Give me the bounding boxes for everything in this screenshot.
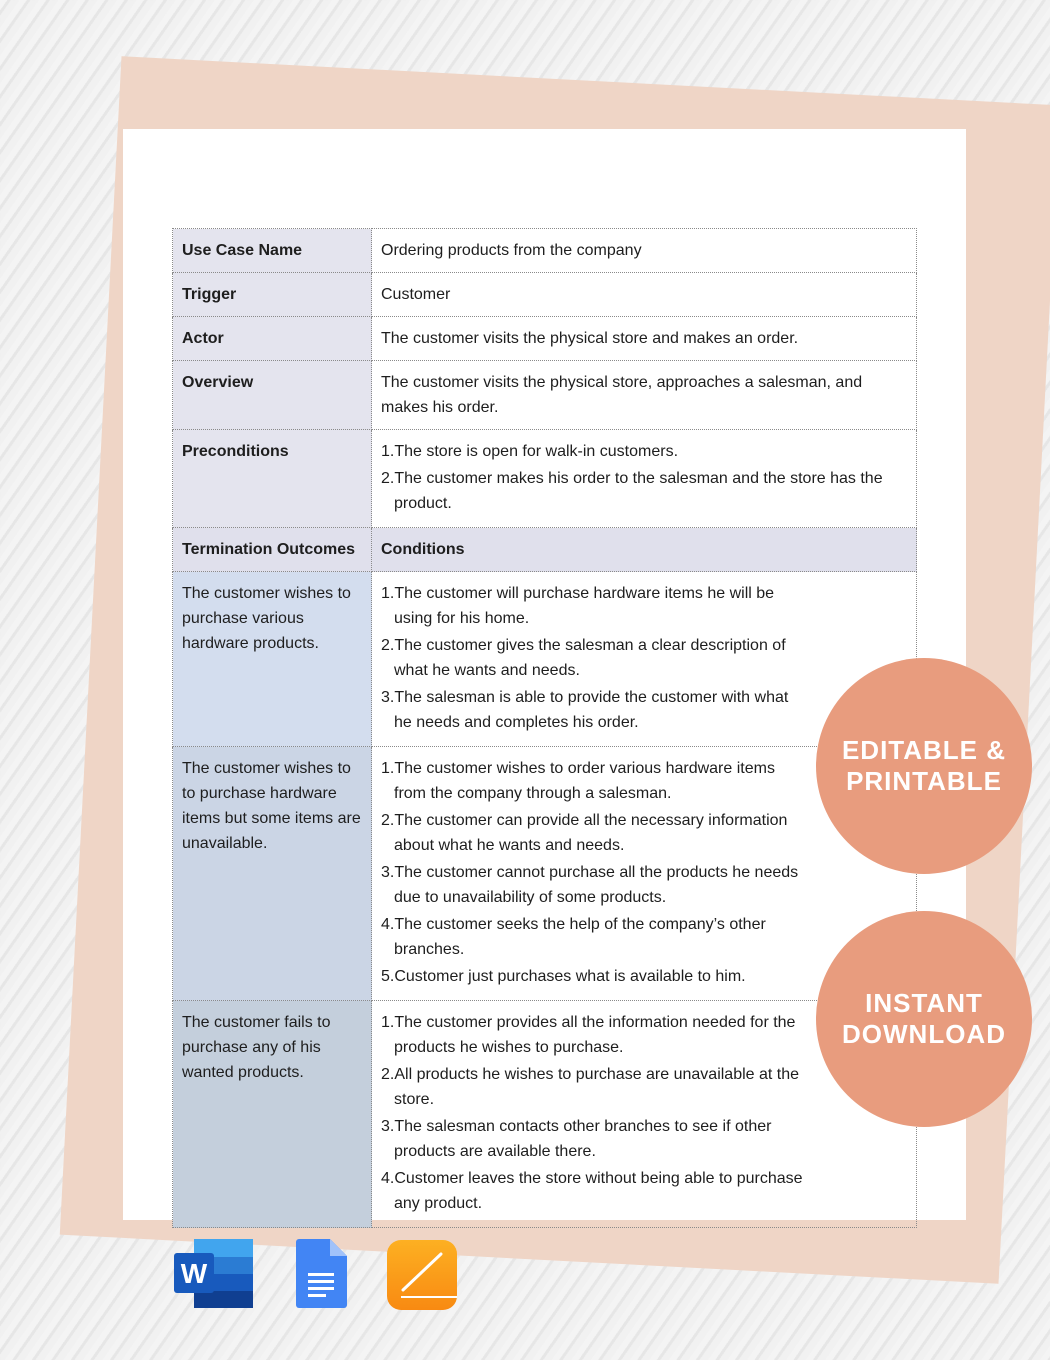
table-row — [173, 747, 917, 1001]
list-item: 3.The salesman is able to provide the customer with what he needs and completes his order. — [381, 689, 789, 731]
list-item: 3.The customer cannot purchase all the products he needs due to unavailability of some products. — [381, 864, 799, 906]
list-item: 1.The customer will purchase hardware items he will be using for his home. — [381, 585, 775, 627]
outcome-cell: The customer wishes to purchase various hardware products. — [173, 572, 372, 747]
header-outcomes: Termination Outcomes — [173, 528, 372, 572]
outcome-cell: The customer fails to purchase any of his wanted products. — [173, 1001, 372, 1228]
header-conditions: Conditions — [372, 528, 917, 572]
row-value: The customer visits the physical store and makes an order. — [372, 317, 917, 361]
list-item: 1.The customer wishes to order various hardware items from the company through a salesman. — [381, 760, 775, 802]
table-row — [173, 229, 917, 273]
table-header-row — [173, 528, 917, 572]
pages-icon[interactable] — [387, 1240, 457, 1315]
word-icon[interactable] — [174, 1239, 254, 1314]
editable-printable-badge — [816, 658, 1032, 874]
list-item: 5.Customer just purchases what is available to him. — [381, 968, 746, 985]
list-item: 3.The salesman contacts other branches to see if other products are available there. — [381, 1118, 772, 1160]
badge-text: INSTANT DOWNLOAD — [842, 988, 1006, 1049]
list-item: 2.The customer gives the salesman a clear description of what he wants and needs. — [381, 637, 786, 679]
row-label: Actor — [173, 317, 372, 361]
badge-text: EDITABLE & PRINTABLE — [841, 735, 1007, 796]
table-row — [173, 273, 917, 317]
row-value: Ordering products from the company — [372, 229, 917, 273]
list-item: 1.The customer provides all the information needed for the products he wishes to purchase. — [381, 1014, 796, 1056]
svg-text:W: W — [180, 1258, 208, 1289]
table-row — [173, 361, 917, 430]
use-case-table — [172, 228, 917, 1228]
google-docs-icon[interactable] — [296, 1239, 348, 1314]
table-row — [173, 317, 917, 361]
preconditions-list — [372, 430, 917, 528]
row-label: Preconditions — [173, 430, 372, 528]
list-item: 4.The customer seeks the help of the company’s other branches. — [381, 916, 766, 958]
table-row — [173, 430, 917, 528]
row-value: Customer — [372, 273, 917, 317]
table-row — [173, 572, 917, 747]
list-item: 2.The customer makes his order to the salesman and the store has the product. — [381, 470, 883, 512]
instant-download-badge — [816, 911, 1032, 1127]
list-item: 1.The store is open for walk-in customers. — [381, 443, 679, 460]
list-item: 2.All products he wishes to purchase are unavailable at the store. — [381, 1066, 800, 1108]
row-label: Trigger — [173, 273, 372, 317]
list-item: 2.The customer can provide all the necessary information about what he wants and needs. — [381, 812, 788, 854]
row-value: The customer visits the physical store, approaches a salesman, and makes his order. — [372, 361, 917, 430]
list-item: 4.Customer leaves the store without being able to purchase any product. — [381, 1170, 803, 1212]
outcome-cell: The customer wishes to to purchase hardware items but some items are unavailable. — [173, 747, 372, 1001]
row-label: Overview — [173, 361, 372, 430]
table-row — [173, 1001, 917, 1228]
row-label: Use Case Name — [173, 229, 372, 273]
